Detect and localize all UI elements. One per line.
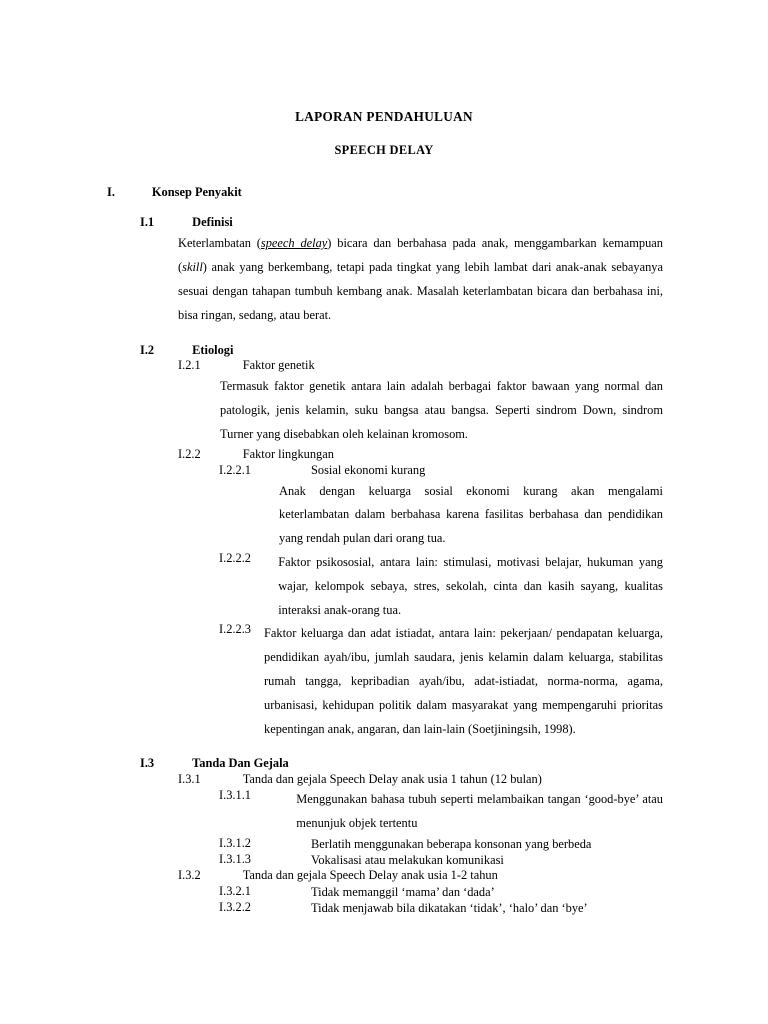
list-item-1-3-1-2 [219, 836, 768, 852]
list-item-1-3-1-label [178, 772, 768, 788]
item-number-1-2-2-2: I.2.2.2 [219, 550, 252, 565]
list-item-1-2-1-body-row [220, 374, 768, 446]
item-body-1-3-1-3: Vokalisasi atau melakukan komunikasi [311, 852, 504, 867]
item-number-1-3-2-1: I.3.2.1 [219, 883, 252, 898]
item-number-1-2-2-3: I.2.2.3 [219, 622, 252, 637]
spacer [0, 200, 768, 215]
item-body-1-2-2-2: Faktor psikososial, antara lain: stimulasi, motivasi belajar, hukuman yang wajar, kelompok sebaya, stres, sekolah, cinta dan kasih sayang, kualitas interaksi anak-orang tua. [278, 554, 663, 617]
definisi-text-post: ) anak yang berkembang, tetapi pada tingkat yang lebih lambat dari anak-anak sebayanya sesuai dengan tahapan tumbuh kembang anak. Masalah keterlambatan bicara dan berbahasa ini, bisa ringan, sedang, atau berat. [178, 260, 663, 322]
list-item-1-2-2-1-label [219, 463, 768, 479]
item-number-1-3-1: I.3.1 [178, 772, 201, 787]
section-heading-1-3 [140, 756, 768, 772]
item-body-1-2-2-1: Anak dengan keluarga sosial ekonomi kurang akan mengalami keterlambatan dalam berbahasa karena fasilitas berbahasa dan pendidikan yang rendah pulan dari orang tua. [279, 483, 663, 546]
document-subtitle: SPEECH DELAY [334, 143, 434, 158]
item-label-1-3-2: Tanda dan gejala Speech Delay anak usia 1-2 tahun [242, 868, 498, 883]
section-number-1-2: I.2 [140, 342, 155, 357]
item-body-1-2-1: Termasuk faktor genetik antara lain adalah berbagai faktor bawaan yang normal dan patologik, jenis kelamin, suku bangsa atau bangsa. Seperti sindrom Down, sindrom Turner yang disebabkan oleh kelainan kromosom. [220, 379, 663, 441]
spacer [0, 328, 768, 343]
item-body-1-2-2-3: Faktor keluarga dan adat istiadat, antara lain: pekerjaan/ pendapatan keluarga, pendidikan ayah/ibu, jumlah saudara, jenis kelamin dalam keluarga, stabilitas rumah tangga, kepribadian ayah/ibu, adat-istiadat, norma-norma, agama, urbanisasi, kehidupan politik dalam masyarakat yang mempengaruhi prioritas kepentingan anak, angaran, dan lain-lain (Soetjiningsih, 1998). [264, 626, 663, 736]
list-item-1-3-2-2 [219, 900, 768, 916]
paragraph-definisi-row [178, 231, 768, 327]
item-body-1-3-1-1: Menggunakan bahasa tubuh seperti melambaikan tangan ‘good-bye’ atau menunjuk objek tertentu [296, 792, 663, 831]
item-number-1-3-2-2: I.3.2.2 [219, 900, 252, 915]
section-title-1: Konsep Penyakit [151, 184, 242, 199]
list-item-1-3-1-3 [219, 852, 768, 868]
item-number-1-2-1: I.2.1 [178, 358, 201, 373]
list-item-1-2-2-label [178, 447, 768, 463]
section-number-1-1: I.1 [140, 215, 155, 230]
section-heading-1-2 [140, 343, 768, 359]
definisi-text-mid: ) bicara dan berbahasa pada anak, menggambarkan kemampuan ( [178, 236, 663, 275]
section-number-1: I. [107, 184, 115, 199]
section-title-1-1: Definisi [192, 215, 233, 230]
section-number-1-3: I.3 [140, 756, 155, 771]
item-label-1-2-2: Faktor lingkungan [242, 446, 334, 461]
definisi-term-skill: skill [182, 260, 203, 275]
item-body-1-3-1-2: Berlatih menggunakan beberapa konsonan yang berbeda [311, 836, 592, 851]
section-title-1-2: Etiologi [192, 342, 234, 357]
document-body [0, 185, 768, 917]
item-label-1-3-1: Tanda dan gejala Speech Delay anak usia 1 tahun (12 bulan) [242, 772, 542, 787]
item-number-1-3-1-1: I.3.1.1 [219, 788, 252, 803]
list-item-1-2-2-1-body-row [279, 479, 768, 551]
item-number-1-3-1-2: I.3.1.2 [219, 835, 252, 850]
list-item-1-3-2-label [178, 868, 768, 884]
item-label-1-2-1: Faktor genetik [242, 358, 315, 373]
list-item-1-2-1-label [178, 358, 768, 374]
paragraph-definisi [178, 232, 663, 327]
item-body-1-3-2-1: Tidak memanggil ‘mama’ dan ‘dada’ [311, 884, 495, 899]
definisi-text-pre: Keterlambatan ( [178, 236, 261, 251]
section-heading-1 [107, 185, 768, 201]
definisi-term-speech-delay: speech delay [260, 236, 328, 251]
list-item-1-3-2-1 [219, 884, 768, 900]
section-title-1-3: Tanda Dan Gejala [192, 756, 289, 771]
document-header [0, 0, 768, 157]
item-label-1-2-2-1: Sosial ekonomi kurang [311, 462, 426, 477]
spacer [0, 741, 768, 756]
item-number-1-2-2: I.2.2 [178, 446, 201, 461]
list-item-1-3-1-1 [219, 788, 768, 836]
item-number-1-3-2: I.3.2 [178, 868, 201, 883]
document-title: LAPORAN PENDAHULUAN [295, 109, 473, 124]
section-heading-1-1 [140, 215, 768, 231]
item-number-1-3-1-3: I.3.1.3 [219, 851, 252, 866]
item-body-1-3-2-2: Tidak menjawab bila dikatakan ‘tidak’, ‘halo’ dan ‘bye’ [311, 901, 588, 916]
item-number-1-2-2-1: I.2.2.1 [219, 462, 252, 477]
list-item-1-2-2-3 [219, 622, 768, 741]
list-item-1-2-2-2 [219, 551, 768, 622]
